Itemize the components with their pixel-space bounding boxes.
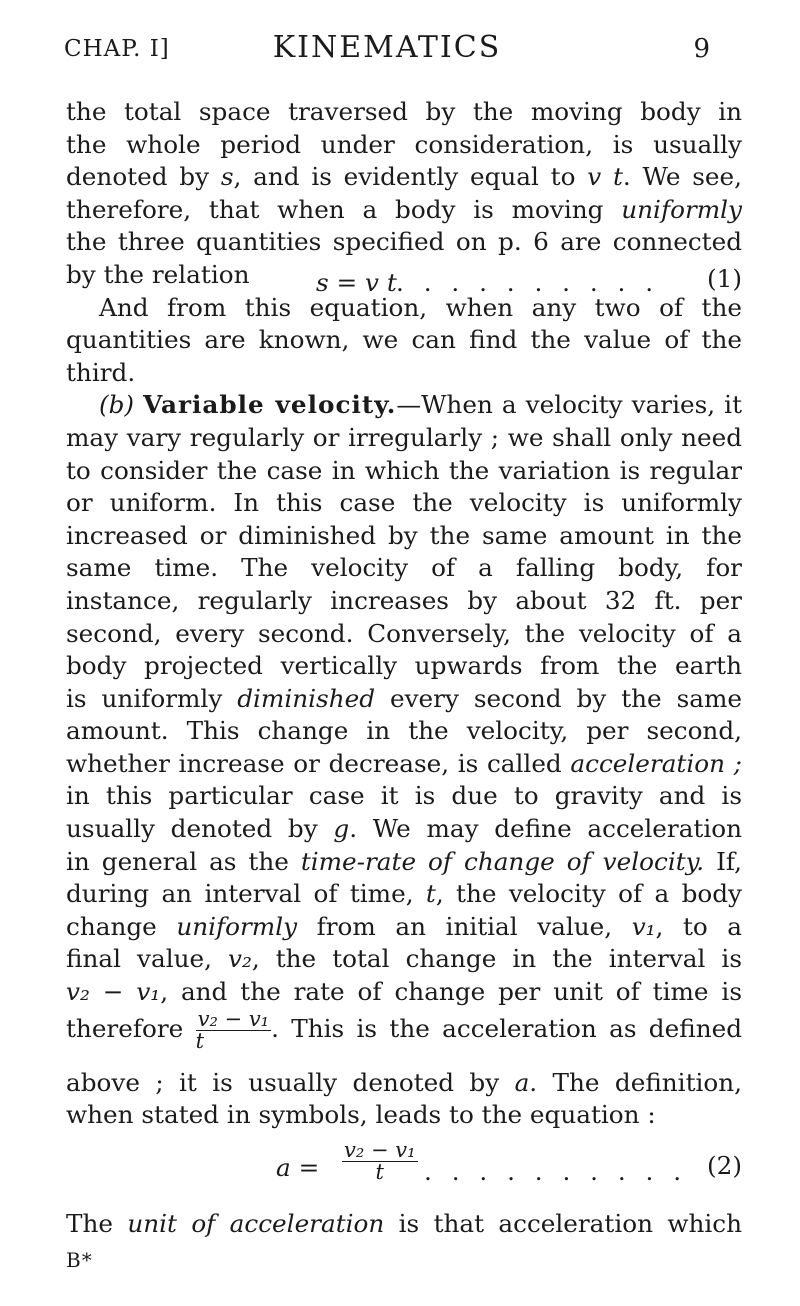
text-line: or uniform. In this case the velocity is uniformly bbox=[66, 488, 742, 518]
equation-lhs: a = bbox=[276, 1152, 320, 1182]
text-line: change uniformly from an initial value, v₁, to a bbox=[66, 911, 743, 941]
equation-1: by the relation s = v t . . . . . . . . . . (1) bbox=[66, 259, 742, 292]
text-line: the total space traversed by the moving body in bbox=[66, 97, 742, 126]
equation-number: (1) bbox=[707, 263, 742, 293]
text-line: amount. This change in the velocity, per second, bbox=[66, 716, 742, 746]
text-line: the three quantities specified on p. 6 are connected bbox=[66, 227, 742, 257]
section-heading: Variable velocity. bbox=[143, 390, 397, 420]
text-line: to consider the case in which the variation is regular bbox=[66, 455, 742, 485]
text-line: in this particular case it is due to gravity and is bbox=[66, 781, 742, 811]
signature-mark: B* bbox=[66, 1248, 93, 1272]
text-line: when stated in symbols, leads to the equation : bbox=[66, 1100, 656, 1130]
text-line: The unit of acceleration is that acceleration which bbox=[66, 1208, 742, 1238]
text-line: final value, v₂, the total change in the interval is bbox=[66, 944, 742, 974]
page-number: 9 bbox=[693, 34, 710, 64]
equation-number: (2) bbox=[707, 1150, 742, 1180]
equation-fraction: $\frac{\text{v₂ − v₁}}{t}$ bbox=[344, 1137, 416, 1184]
text-line: And from this equation, when any two of the bbox=[99, 292, 742, 322]
section-heading-line: (b) Variable velocity.—When a velocity varies, it bbox=[99, 390, 742, 420]
equation-2: a = $\frac{\text{v₂ − v₁}}{t}$ . . . . . . . . . . (2) bbox=[276, 1137, 742, 1186]
text-line: whether increase or decrease, is called acceleration ; bbox=[66, 748, 742, 778]
chapter-label: CHAP. I] bbox=[64, 36, 170, 62]
text-line: denoted by s, and is evidently equal to v t. We see, bbox=[66, 162, 742, 192]
text-line: in general as the time-rate of change of velocity. If, bbox=[66, 846, 742, 876]
text-line: instance, regularly increases by about 32 ft. per bbox=[66, 585, 742, 615]
text-line: is uniformly diminished every second by the same bbox=[66, 683, 742, 713]
text-line: therefore, that when a body is moving uniformly bbox=[66, 194, 742, 224]
text-line: second, every second. Conversely, the velocity of a bbox=[66, 618, 742, 648]
body-text bbox=[66, 96, 742, 1240]
text-line-with-fraction: therefore $\frac{\text{v₂ − v₁}}{t}$ . This is the acceleration as defined bbox=[66, 1006, 743, 1053]
text-line: body projected vertically upwards from the earth bbox=[66, 651, 742, 681]
text-line: same time. The velocity of a falling body, for bbox=[66, 553, 742, 583]
text-line: v₂ − v₁, and the rate of change per unit of time is bbox=[66, 977, 742, 1007]
text-line: during an interval of time, t, the velocity of a body bbox=[66, 879, 742, 909]
text-line: increased or diminished by the same amount in the bbox=[66, 520, 742, 550]
inline-fraction: $\frac{\text{v₂ − v₁}}{t}$ bbox=[195, 1006, 270, 1053]
equation-formula: s = v t bbox=[316, 267, 397, 297]
text-line: usually denoted by g. We may define acceleration bbox=[66, 814, 742, 844]
text-line: above ; it is usually denoted by a. The definition, bbox=[66, 1067, 743, 1097]
page-title: KINEMATICS bbox=[272, 30, 502, 65]
text-line: may vary regularly or irregularly ; we shall only need bbox=[66, 422, 742, 452]
text-line: quantities are known, we can find the value of the bbox=[66, 325, 742, 355]
text-line: the whole period under consideration, is usually bbox=[66, 129, 742, 159]
running-header bbox=[64, 30, 710, 70]
text-line: third. bbox=[66, 357, 136, 387]
